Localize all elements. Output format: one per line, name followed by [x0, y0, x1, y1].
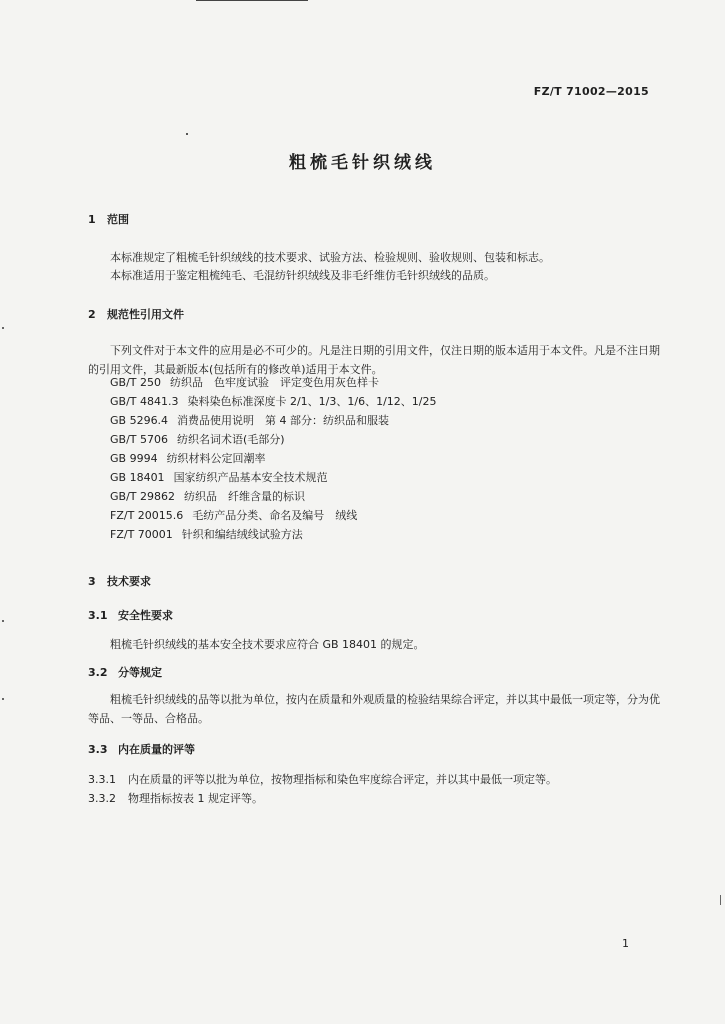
reference-item — [110, 525, 437, 544]
reference-title: 纺织名词术语(毛部分) — [177, 433, 285, 446]
clause-text: 内在质量的评等以批为单位，按物理指标和染色牢度综合评定，并以其中最低一项定等。 — [128, 773, 557, 786]
reference-title: 纺织品 色牢度试验 评定变色用灰色样卡 — [170, 376, 379, 389]
page-number: 1 — [622, 937, 629, 950]
scan-speck — [720, 895, 721, 905]
reference-item — [110, 411, 437, 430]
section-2-heading — [88, 306, 184, 322]
reference-code: FZ/T 20015.6 — [110, 509, 184, 522]
reference-title: 纺织品 纤维含量的标识 — [184, 490, 305, 503]
reference-code: GB 9994 — [110, 452, 158, 465]
reference-item — [110, 373, 437, 392]
section-3-1-text: 粗梳毛针织绒线的基本安全技术要求应符合 GB 18401 的规定。 — [110, 638, 425, 651]
section-number: 1 — [88, 213, 96, 226]
reference-item — [110, 487, 437, 506]
section-3-1-heading — [88, 607, 173, 623]
scan-edge-line — [196, 0, 308, 1]
section-3-heading — [88, 573, 151, 589]
section-number: 3.1 — [88, 609, 108, 622]
section-number: 2 — [88, 308, 96, 321]
section-number: 3.2 — [88, 666, 108, 679]
reference-code: GB/T 4841.3 — [110, 395, 179, 408]
section-1-paragraph-1: 本标准规定了粗梳毛针织绒线的技术要求、试验方法、检验规则、验收规则、包装和标志。 — [110, 251, 550, 264]
clause-text: 物理指标按表 1 规定评等。 — [128, 792, 263, 805]
reference-item — [110, 430, 437, 449]
scan-speck — [2, 698, 4, 700]
section-number: 3.3 — [88, 743, 108, 756]
section-number: 3 — [88, 575, 96, 588]
section-1-paragraph-2: 本标准适用于鉴定粗梳纯毛、毛混纺针织绒线及非毛纤维仿毛针织绒线的品质。 — [110, 269, 495, 282]
section-3-3-heading — [88, 741, 195, 757]
reference-title: 毛纺产品分类、命名及编号 绒线 — [192, 509, 358, 522]
document-title: 粗梳毛针织绒线 — [289, 153, 436, 173]
reference-item — [110, 392, 437, 411]
reference-title: 消费品使用说明 第 4 部分：纺织品和服装 — [177, 414, 390, 427]
reference-code: GB/T 29862 — [110, 490, 175, 503]
reference-item — [110, 468, 437, 487]
reference-title: 染料染色标准深度卡 2/1、1/3、1/6、1/12、1/25 — [187, 395, 437, 408]
reference-list — [110, 373, 437, 544]
section-title: 范围 — [107, 213, 129, 226]
section-3-2-heading — [88, 664, 162, 680]
standard-code: FZ/T 71002—2015 — [533, 85, 649, 98]
clause-number: 3.3.2 — [88, 792, 116, 805]
clause-3-3-1 — [88, 771, 557, 787]
section-title: 分等规定 — [118, 666, 162, 679]
reference-code: GB 5296.4 — [110, 414, 169, 427]
reference-code: GB/T 250 — [110, 376, 161, 389]
section-title: 技术要求 — [107, 575, 151, 588]
section-title: 安全性要求 — [118, 609, 173, 622]
reference-code: GB 18401 — [110, 471, 165, 484]
scan-speck — [2, 620, 4, 622]
reference-code: GB/T 5706 — [110, 433, 168, 446]
reference-code: FZ/T 70001 — [110, 528, 173, 541]
reference-item — [110, 449, 437, 468]
scan-speck — [186, 133, 188, 135]
section-1-heading — [88, 211, 129, 227]
section-title: 内在质量的评等 — [118, 743, 195, 756]
section-title: 规范性引用文件 — [107, 308, 184, 321]
clause-number: 3.3.1 — [88, 773, 116, 786]
scan-speck — [2, 327, 4, 329]
reference-title: 国家纺织产品基本安全技术规范 — [173, 471, 328, 484]
section-3-2-text: 粗梳毛针织绒线的品等以批为单位，按内在质量和外观质量的检验结果综合评定，并以其中最低一项定等，分为优等品、一等品、合格品。 — [88, 693, 660, 725]
section-2-intro: 下列文件对于本文件的应用是必不可少的。凡是注日期的引用文件，仅注日期的版本适用于本文件。凡是不注日期的引用文件，其最新版本(包括所有的修改单)适用于本文件。 — [88, 344, 660, 376]
reference-item — [110, 506, 437, 525]
clause-3-3-2 — [88, 790, 263, 806]
reference-title: 针织和编结绒线试验方法 — [181, 528, 303, 541]
reference-title: 纺织材料公定回潮率 — [166, 452, 266, 465]
